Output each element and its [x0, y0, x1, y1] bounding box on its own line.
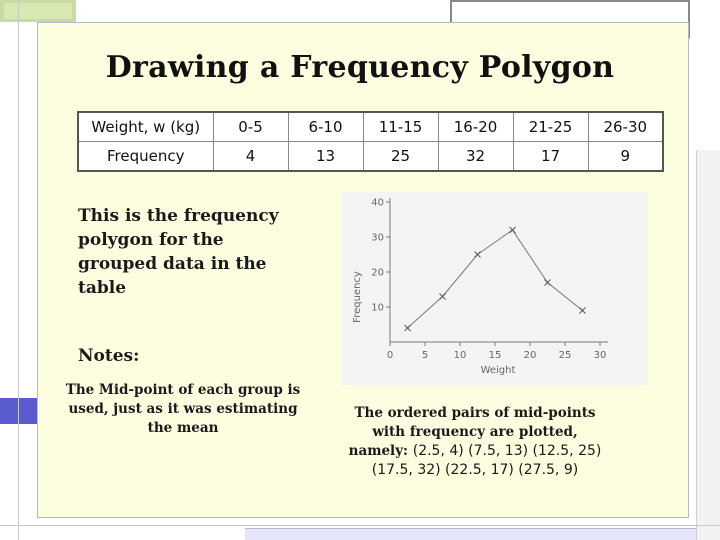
table-cell: 4 — [213, 142, 288, 172]
intro-line: table — [78, 278, 127, 298]
table-cell: 26-30 — [588, 112, 663, 142]
x-tick-label: 20 — [523, 350, 537, 361]
table-cell: 9 — [588, 142, 663, 172]
data-point-marker — [545, 280, 551, 286]
notes-line: The Mid-point of each group is — [65, 382, 301, 398]
table-row — [78, 142, 663, 172]
intro-line: This is the frequency — [78, 206, 279, 226]
notes-heading: Notes: — [78, 346, 140, 366]
data-point-marker — [405, 325, 411, 331]
table-cell: 16-20 — [438, 112, 513, 142]
table-cell: 13 — [288, 142, 363, 172]
table-cell: 17 — [513, 142, 588, 172]
x-tick-label: 0 — [386, 350, 394, 361]
caption-line: The ordered pairs of mid-points — [354, 405, 596, 421]
polygon-line — [408, 230, 583, 328]
x-tick-label: 10 — [453, 350, 467, 361]
deco-block-right-stripe — [696, 150, 720, 540]
x-tick-label: 15 — [488, 350, 502, 361]
caption-paragraph — [330, 404, 620, 480]
graph-axes — [390, 198, 608, 342]
x-tick-label: 25 — [558, 350, 572, 361]
x-axis-label: Weight — [480, 365, 516, 376]
y-axis-label: Frequency — [352, 271, 363, 323]
y-tick-label: 30 — [371, 232, 384, 244]
data-point-marker — [440, 294, 446, 300]
table-cell: 32 — [438, 142, 513, 172]
slide-title: Drawing a Frequency Polygon — [105, 50, 615, 85]
notes-paragraph — [55, 381, 311, 438]
deco-block-top-left-inner — [4, 3, 72, 19]
graph-ticks — [371, 198, 606, 362]
table-cell: 25 — [363, 142, 438, 172]
notes-line: used, just as it was estimating — [68, 401, 298, 417]
y-tick-label: 20 — [371, 267, 384, 279]
data-point-marker — [510, 227, 516, 233]
intro-paragraph — [78, 204, 279, 300]
caption-line: (17.5, 32) (22.5, 17) (27.5, 9) — [371, 462, 579, 478]
table-cell: 11-15 — [363, 112, 438, 142]
data-point-marker — [475, 252, 481, 258]
caption-line — [330, 442, 620, 461]
deco-line-bottom — [0, 525, 720, 526]
caption-namely: namely: — [348, 443, 409, 459]
y-tick-label: 10 — [371, 302, 384, 314]
data-point-marker — [580, 308, 586, 314]
caption-pairs: (2.5, 4) (7.5, 13) (12.5, 25) — [412, 443, 602, 459]
graph-series — [405, 227, 586, 331]
table-cell: 21-25 — [513, 112, 588, 142]
table-row-label: Frequency — [78, 142, 213, 172]
intro-line: polygon for the — [78, 230, 224, 250]
frequency-table — [77, 111, 664, 172]
notes-line: the mean — [147, 420, 219, 436]
graph-svg — [342, 192, 648, 385]
x-tick-label: 5 — [421, 350, 429, 361]
y-tick-label: 40 — [371, 197, 384, 209]
intro-line: grouped data in the — [78, 254, 267, 274]
table-header-label: Weight, w (kg) — [78, 112, 213, 142]
frequency-polygon-graph — [342, 192, 648, 385]
x-tick-label: 30 — [593, 350, 607, 361]
table-row — [78, 112, 663, 142]
deco-block-bottom-blue — [245, 528, 720, 540]
caption-line: with frequency are plotted, — [372, 424, 578, 440]
table-cell: 0-5 — [213, 112, 288, 142]
table-cell: 6-10 — [288, 112, 363, 142]
